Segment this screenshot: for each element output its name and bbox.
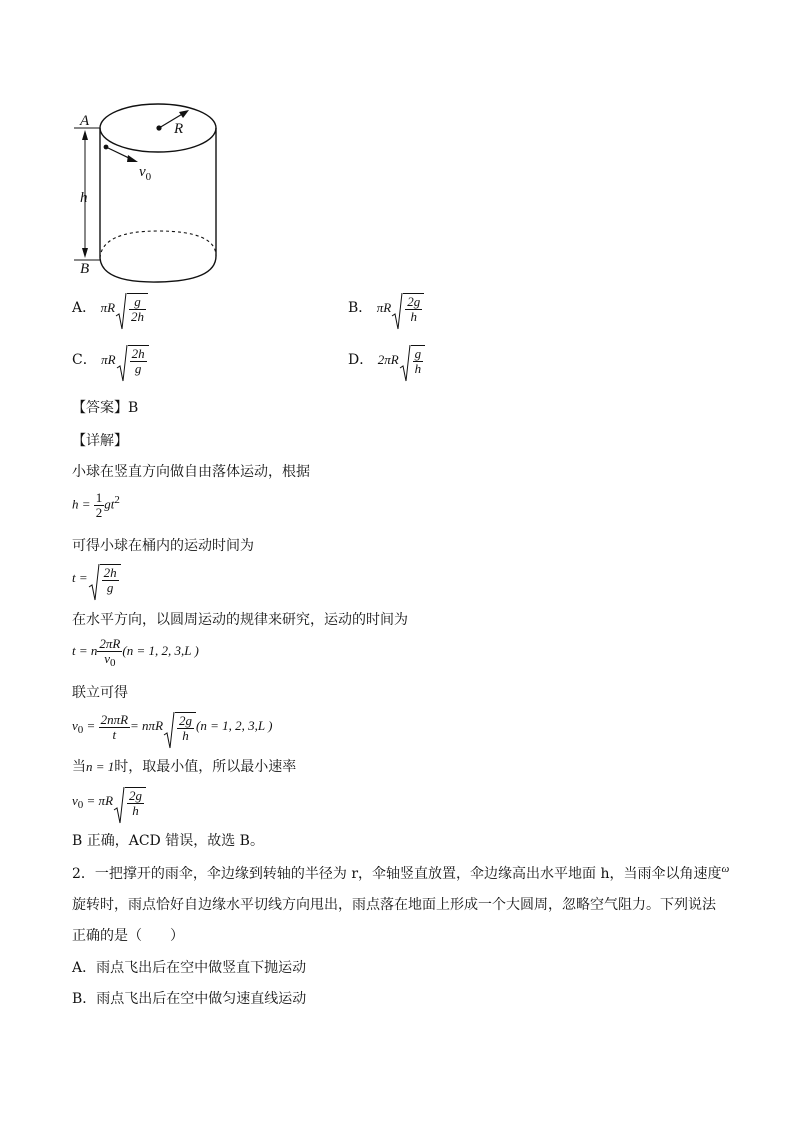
option-B: B． πR $\frac{2g}{h}$: [348, 292, 424, 324]
option-C: C． πR $\frac{2h}{g}$: [72, 344, 149, 376]
explanation-line-1: 小球在竖直方向做自由落体运动，根据: [72, 464, 310, 480]
explanation-line-3: 在水平方向，以圆周运动的规律来研究，运动的时间为: [72, 612, 408, 628]
question-2-line-1: 2．一把撑开的雨伞，伞边缘到转轴的半径为 r，伞轴竖直放置，伞边缘高出水平地面 h，当雨伞以角速度$^\omega$: [72, 863, 730, 882]
formula-v0-general: $v_0$ = $\frac{\text{2nπR}}{t}$ = nπR $\frac{2g}{h}$ (n = 1, 2, 3,L ): [72, 711, 272, 743]
explanation-line-2: 可得小球在桶内的运动时间为: [72, 538, 254, 554]
label-v0: $v_0$: [139, 164, 152, 183]
cylinder-figure: [70, 100, 230, 290]
label-h: h: [80, 190, 88, 206]
question-2-line-3: 正确的是（ ）: [72, 928, 184, 944]
formula-t-circular: t = n $\frac{2\pi R}{v_0}$ (n = 1, 2, 3,L ): [72, 636, 199, 669]
detail-label: 【详解】: [72, 433, 128, 449]
formula-t: t = $\frac{2h}{g}$: [72, 563, 121, 595]
question-2-option-A: A．雨点飞出后在空中做竖直下抛运动: [72, 960, 307, 976]
formula-h: h = $\frac{1}{2}$ $gt^2$: [72, 489, 120, 520]
label-B: B: [80, 261, 90, 277]
option-A: A． πR $\frac{g}{2h}$: [72, 292, 148, 324]
label-A: A: [80, 113, 90, 129]
sqrt-a: $\frac{g}{2h}$: [115, 292, 148, 324]
answer-label: 【答案】B: [72, 400, 139, 416]
conclusion-line: B 正确，ACD 错误，故选 B。: [72, 833, 264, 849]
question-2-option-B: B．雨点飞出后在空中做匀速直线运动: [72, 991, 307, 1007]
question-2-line-2: 旋转时，雨点恰好自边缘水平切线方向甩出，雨点落在地面上形成一个大圆周，忽略空气阻力。下列说法: [72, 897, 716, 913]
explanation-line-5: 当n = 1时，取最小值，所以最小速率: [72, 759, 297, 775]
explanation-line-4: 联立可得: [72, 685, 128, 701]
formula-v0-min: $v_0 = \pi R$ $\frac{2g}{h}$: [72, 786, 146, 818]
option-D: D． 2πR $\frac{g}{h}$: [348, 344, 425, 376]
label-R: R: [174, 121, 184, 137]
